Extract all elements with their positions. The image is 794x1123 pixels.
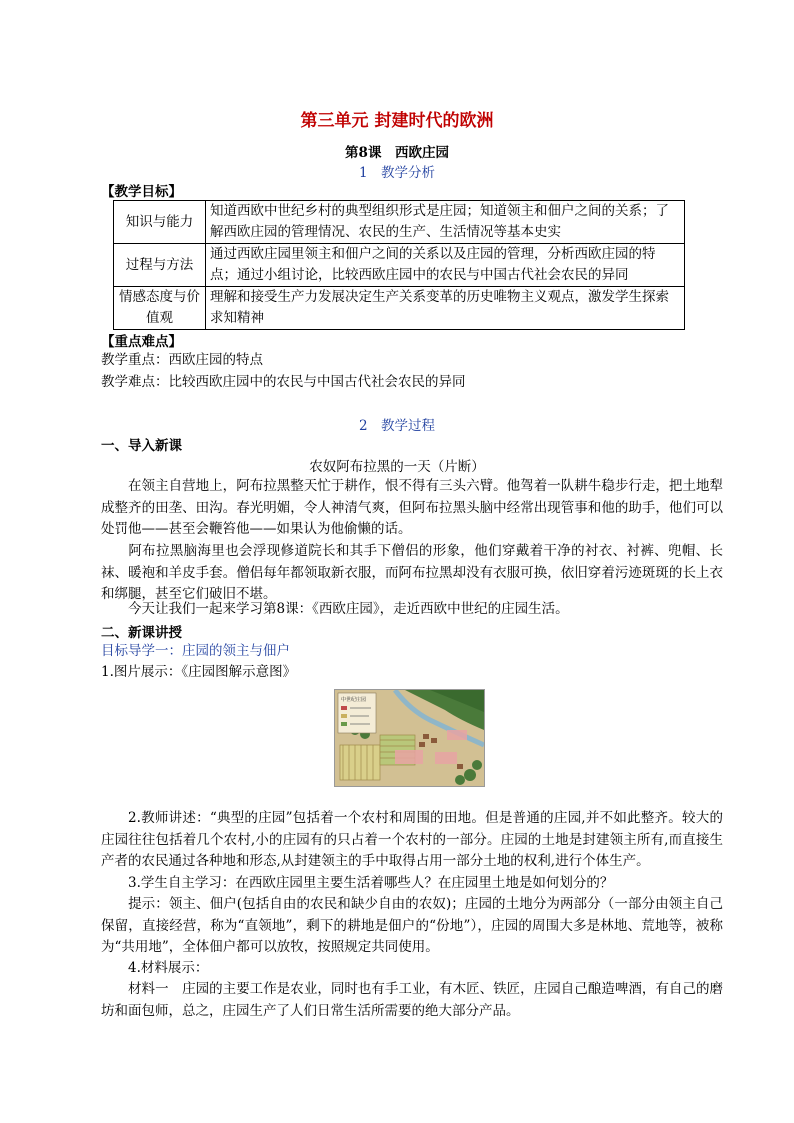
hint: 提示：领主、佃户(包括自由的农民和缺少自由的农奴)；庄园的土地分为两部分（一部分由领主自己保留，直接经营，称为“直领地”，剩下的耕地是佃户的“份地”），庄园的周围大多是林地、荒地等，被称为“共用地”，全体佃户都可以放牧，按照规定共同使用。	[101, 896, 723, 956]
item-3: 3.学生自主学习：在西欧庄园里主要生活着哪些人？在庄园里土地是如何划分的？	[128, 875, 614, 891]
goal-row	[114, 201, 685, 244]
goal-guide-1: 目标导学一：庄园的领主与佃户	[101, 643, 290, 659]
goal-value: 知道西欧中世纪乡村的典型组织形式是庄园；知道领主和佃户之间的关系；了解西欧庄园的管理情况、农民的生产、生活情况等基本史实	[206, 201, 685, 244]
goals-heading: 【教学目标】	[101, 184, 182, 200]
material-1: 材料一 庄园的主要工作是农业，同时也有手工业，有木匠、铁匠，庄园自己酿造啤酒，有自己的磨坊和面包师，总之，庄园生产了人们日常生活所需要的绝大部分产品。	[101, 981, 723, 1019]
goal-key: 过程与方法	[114, 244, 206, 287]
lesson-title: 第8课 西欧庄园	[345, 145, 449, 161]
material-label: 4.材料展示：	[128, 960, 209, 976]
map-legend-title: 中世纪庄园	[341, 697, 367, 703]
story-paragraph-1: 在领主自营地上，阿布拉黑整天忙于耕作，恨不得有三头六臂。他驾着一队耕牛稳步行走，把土地犁成整齐的田垄、田沟。春光明媚，令人神清气爽，但阿布拉黑头脑中经常出现管事和他的助手，他们可以处罚他——甚至会鞭笞他——如果认为他偷懒的话。	[101, 478, 723, 538]
goal-key: 情感态度与价值观	[114, 287, 206, 330]
goal-row	[114, 244, 685, 287]
story-title: 农奴阿布拉黑的一天（片断）	[309, 459, 485, 475]
part2-heading: 二、新课讲授	[101, 625, 182, 641]
goals-table	[113, 200, 685, 330]
goal-row	[114, 287, 685, 330]
item-2: 2.教师讲述：“典型的庄园”包括着一个农村和周围的田地。但是普通的庄园,并不如此整齐。较大的庄园往往包括着几个农村,小的庄园有的只占着一个农村的一部分。庄园的土地是封建领主所有,而直接生产者的农民通过各种地和形态,从封建领主的手中取得占用一部分土地的权利,进行个体生产。	[101, 810, 723, 870]
intro-end: 今天让我们一起来学习第8课：《西欧庄园》，走近西欧中世纪的庄园生活。	[128, 601, 569, 617]
part1-heading: 一、导入新课	[101, 438, 182, 454]
manor-diagram-image	[334, 689, 485, 787]
key-heading: 【重点难点】	[101, 334, 182, 350]
key-point: 教学重点：西欧庄园的特点	[101, 352, 263, 368]
goal-value: 理解和接受生产力发展决定生产关系变革的历史唯物主义观点，激发学生探索求知精神	[206, 287, 685, 330]
goal-key: 知识与能力	[114, 201, 206, 244]
unit-title: 第三单元 封建时代的欧洲	[300, 111, 494, 131]
story-paragraph-2: 阿布拉黑脑海里也会浮现修道院长和其手下僧侣的形象，他们穿戴着干净的衬衣、衬裤、兜帽、长袜、暖袍和羊皮手套。僧侣每年都领取新衣服，而阿布拉黑却没有衣服可换，依旧穿着污迹斑斑的长上衣和绑腿，甚至它们破旧不堪。	[101, 543, 723, 603]
item-1: 1.图片展示：《庄园图解示意图》	[101, 664, 297, 680]
section-analysis: 1 教学分析	[358, 165, 436, 181]
difficult-point: 教学难点：比较西欧庄园中的农民与中国古代社会农民的异同	[101, 374, 466, 390]
section-process: 2 教学过程	[358, 418, 436, 434]
manor-map-illustration	[335, 690, 484, 786]
goal-value: 通过西欧庄园里领主和佃户之间的关系以及庄园的管理，分析西欧庄园的特点；通过小组讨论，比较西欧庄园中的农民与中国古代社会农民的异同	[206, 244, 685, 287]
